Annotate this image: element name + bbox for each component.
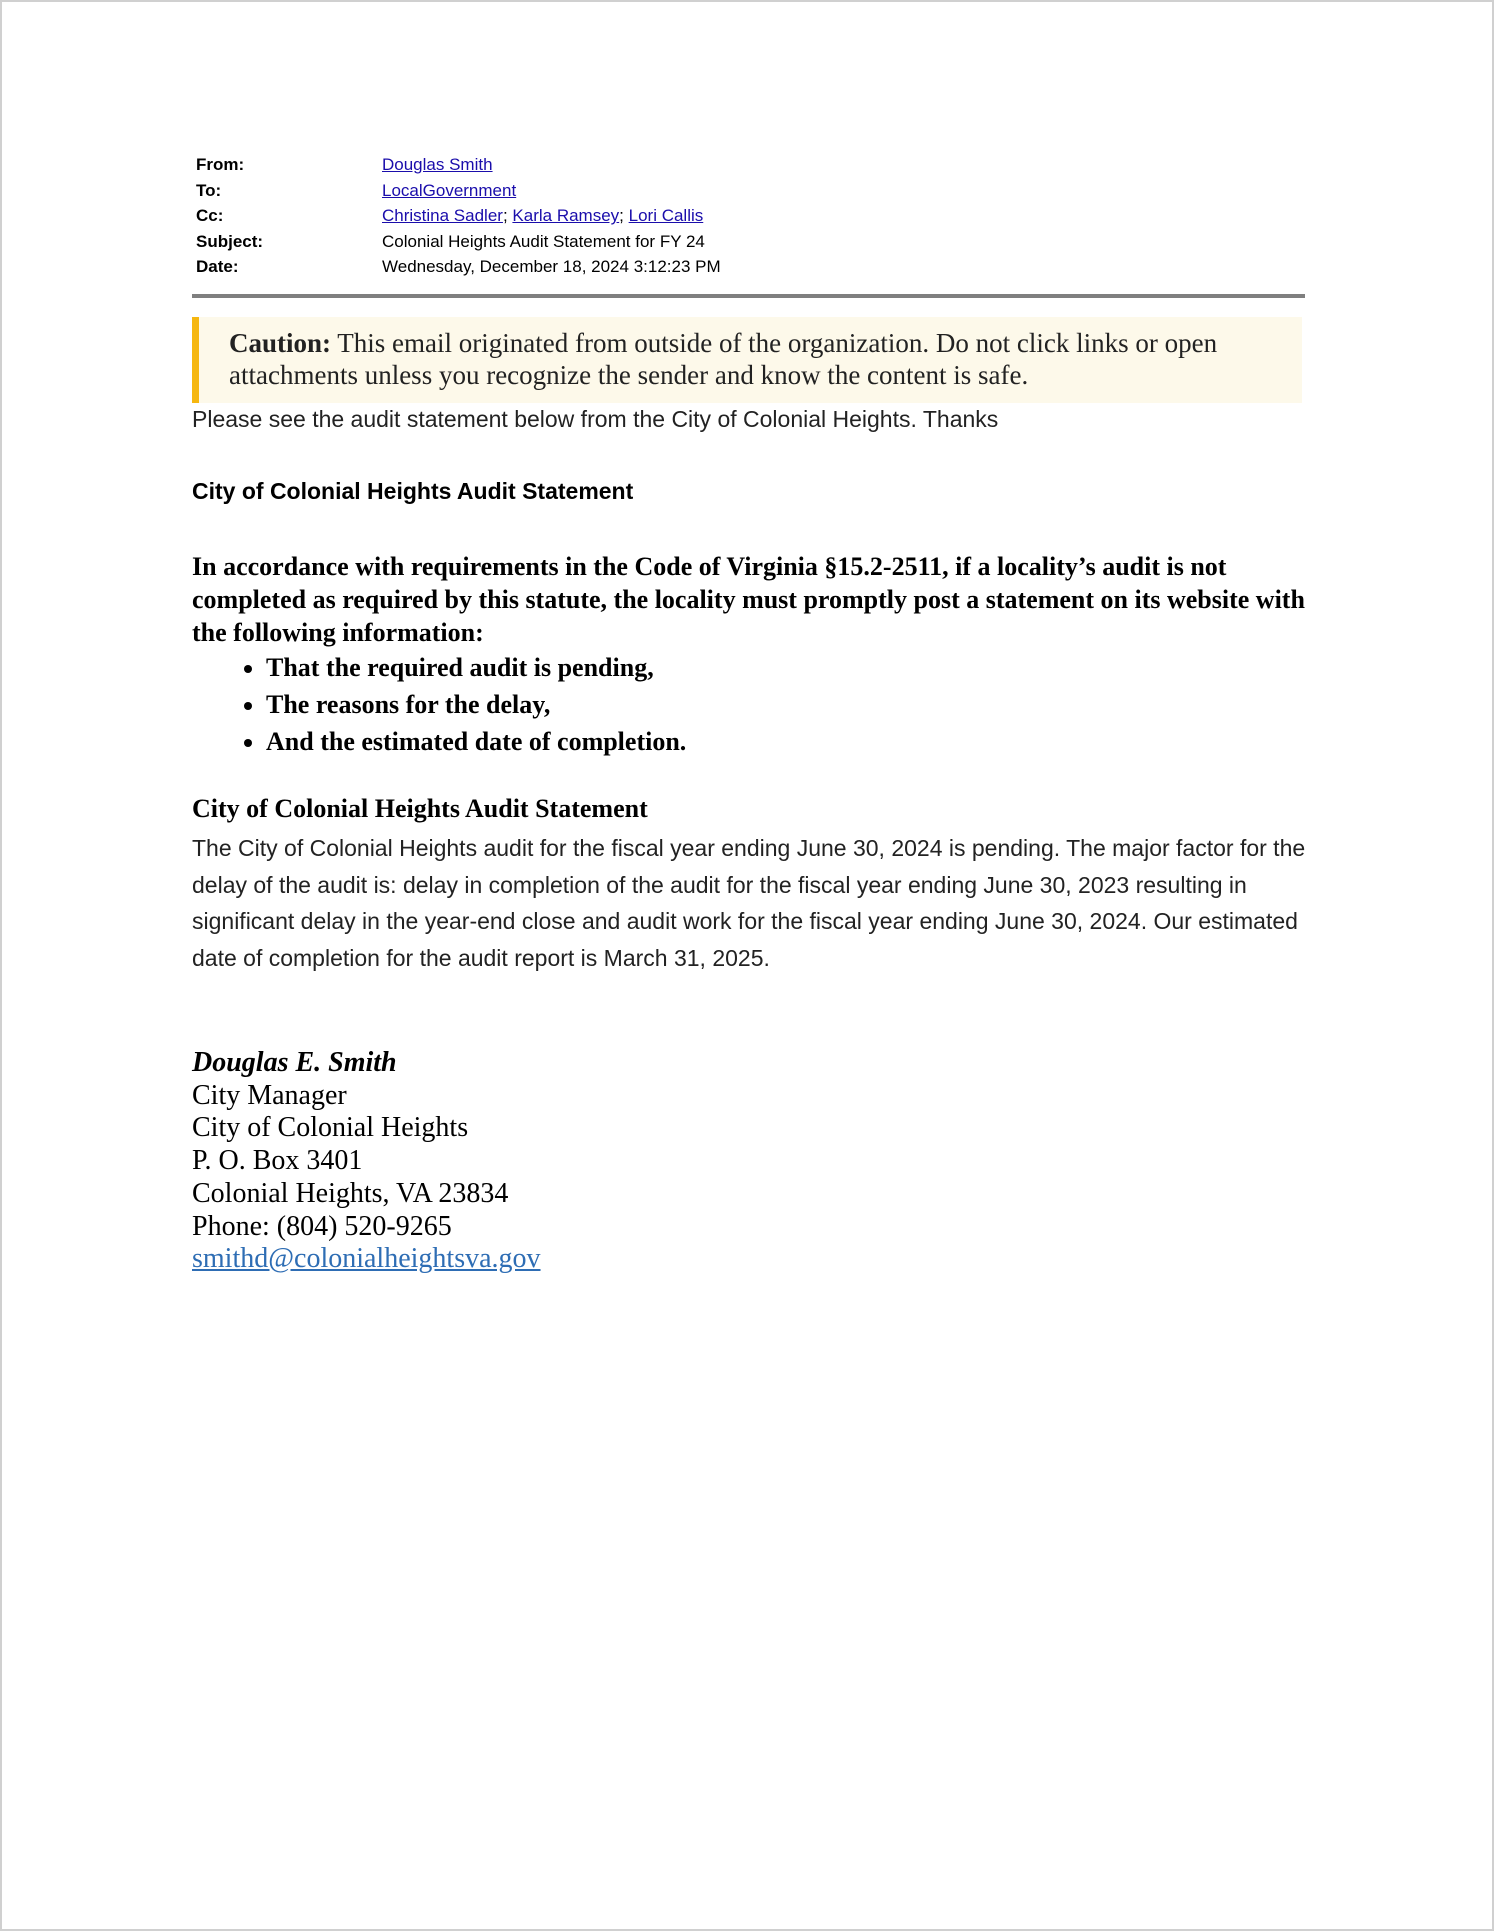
date-value: Wednesday, December 18, 2024 3:12:23 PM bbox=[382, 257, 721, 277]
from-link[interactable]: Douglas Smith bbox=[382, 155, 493, 174]
cc-link[interactable]: Lori Callis bbox=[628, 206, 704, 226]
requirement-block bbox=[192, 550, 1312, 760]
list-item: • That the required audit is pending, bbox=[266, 649, 1312, 686]
cc-separator: ; bbox=[619, 206, 629, 226]
requirement-list bbox=[192, 649, 1312, 760]
to-link[interactable]: LocalGovernment bbox=[382, 180, 517, 200]
email-header bbox=[196, 152, 721, 280]
signature-title: City Manager bbox=[192, 1079, 347, 1111]
date-label: Date: bbox=[196, 257, 239, 277]
caution-label: Caution: bbox=[229, 328, 332, 358]
subject-label: Subject: bbox=[196, 231, 264, 251]
caution-banner bbox=[192, 317, 1302, 403]
header-divider bbox=[192, 294, 1305, 298]
subject-value: Colonial Heights Audit Statement for FY 24 bbox=[382, 231, 705, 251]
signature-email-link[interactable]: smithd@colonialheightsva.gov bbox=[192, 1243, 541, 1275]
signature-org: City of Colonial Heights bbox=[192, 1112, 469, 1144]
signature bbox=[192, 1047, 541, 1276]
signature-phone: Phone: (804) 520-9265 bbox=[192, 1210, 452, 1242]
cc-link[interactable]: Christina Sadler bbox=[382, 206, 503, 226]
heading-audit-statement: City of Colonial Heights Audit Statement bbox=[192, 478, 634, 504]
intro-text: Please see the audit statement below from the City of Colonial Heights. Thanks bbox=[192, 406, 999, 432]
signature-po-box: P. O. Box 3401 bbox=[192, 1145, 363, 1177]
cc-link[interactable]: Karla Ramsey bbox=[512, 206, 620, 226]
statement-text: The City of Colonial Heights audit for the fiscal year ending June 30, 2024 is pending. The major factor for the delay of the audit is: delay in completion of the audit for the fiscal year ending June 30, 2023 resulting in significant delay in the year-end close and audit work for the fiscal year ending June 30, 2024. Our estimated date of completion for the audit report is March 31, 2025. bbox=[192, 835, 1306, 971]
heading-statement: City of Colonial Heights Audit Statement bbox=[192, 794, 648, 823]
cc-separator: ; bbox=[502, 206, 513, 226]
to-label: To: bbox=[196, 180, 222, 200]
signature-city: Colonial Heights, VA 23834 bbox=[192, 1177, 509, 1209]
signature-name: Douglas E. Smith bbox=[192, 1047, 397, 1078]
list-item: • And the estimated date of completion. bbox=[266, 723, 1312, 760]
list-item: • The reasons for the delay, bbox=[266, 686, 1312, 723]
cc-label: Cc: bbox=[196, 206, 224, 226]
caution-text: This email originated from outside of the organization. Do not click links or open attachments unless you recognize the sender and know the content is safe. bbox=[229, 328, 1218, 390]
from-label: From: bbox=[196, 155, 245, 174]
requirement-text: In accordance with requirements in the Code of Virginia §15.2-2511, if a locality’s audit is not completed as required by this statute, the locality must promptly post a statement on its website with the following information: bbox=[192, 552, 1305, 647]
